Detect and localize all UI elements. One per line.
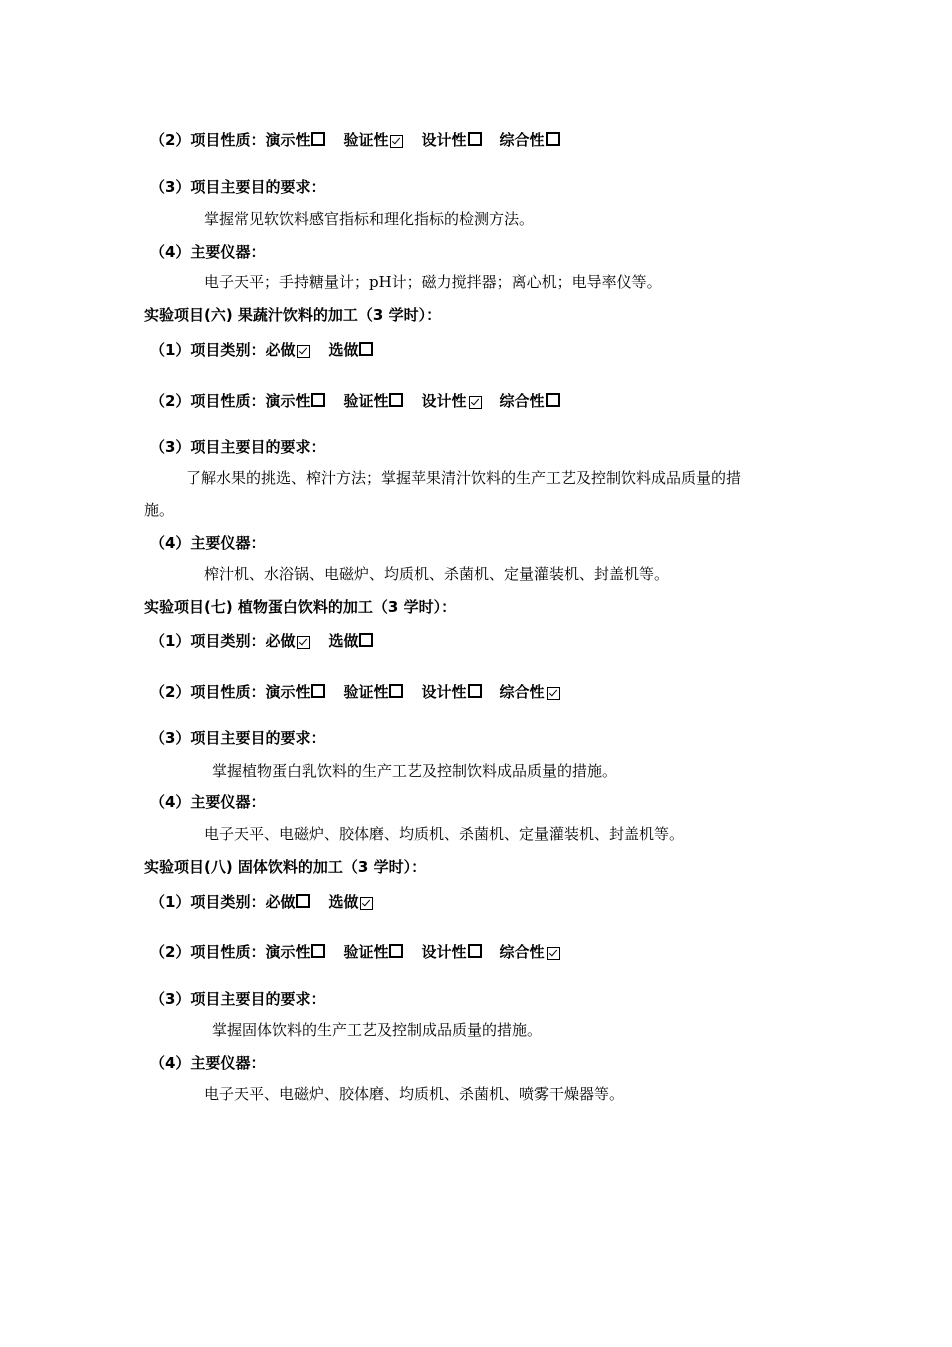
body-text: 电子天平、电磁炉、胶体磨、均质机、杀菌机、定量灌装机、封盖机等。: [204, 825, 685, 843]
option-label: （2）项目性质：: [150, 392, 266, 410]
checked-box-icon: [547, 687, 560, 700]
empty-box-icon: [468, 132, 482, 146]
option-text: 验证性: [343, 131, 389, 149]
checked-box-icon: [360, 897, 373, 910]
option-label: （2）项目性质：: [150, 131, 266, 149]
empty-box-icon: [296, 894, 310, 908]
section-heading: （4）主要仪器：: [150, 793, 266, 811]
empty-box-icon: [359, 633, 373, 647]
body-text: 掌握常见软饮料感官指标和理化指标的检测方法。: [204, 210, 535, 228]
option-line: [150, 942, 562, 962]
option-text: 设计性: [421, 392, 467, 410]
checked-box-icon: [547, 947, 560, 960]
option-text: 演示性: [265, 392, 311, 410]
option-text: 验证性: [343, 683, 389, 701]
section-heading: 实验项目(六) 果蔬汁饮料的加工（3 学时）：: [144, 306, 442, 324]
option-text: 综合性: [499, 683, 545, 701]
option-line: [150, 340, 375, 360]
option-text: 演示性: [265, 683, 311, 701]
checked-box-icon: [390, 135, 403, 148]
empty-box-icon: [389, 684, 403, 698]
option-text: 必做: [265, 893, 296, 911]
section-heading: （3）项目主要目的要求：: [150, 438, 326, 456]
body-text: 榨汁机、水浴锅、电磁炉、均质机、杀菌机、定量灌装机、封盖机等。: [204, 565, 670, 583]
option-text: 设计性: [421, 683, 467, 701]
section-heading: （3）项目主要目的要求：: [150, 990, 326, 1008]
option-text: 必做: [265, 341, 296, 359]
empty-box-icon: [389, 944, 403, 958]
option-label: （1）项目类别：: [150, 632, 266, 650]
option-text: 演示性: [265, 131, 311, 149]
option-text: 选做: [328, 632, 359, 650]
checked-box-icon: [297, 636, 310, 649]
section-heading: （3）项目主要目的要求：: [150, 729, 326, 747]
section-heading: （3）项目主要目的要求：: [150, 178, 326, 196]
section-heading: 实验项目(七) 植物蛋白饮料的加工（3 学时）：: [144, 598, 457, 616]
empty-box-icon: [468, 944, 482, 958]
option-line: [150, 391, 562, 411]
option-text: 验证性: [343, 392, 389, 410]
option-text: 设计性: [421, 131, 467, 149]
section-heading: （4）主要仪器：: [150, 1054, 266, 1072]
checked-box-icon: [297, 345, 310, 358]
body-text: 电子天平；手持糖量计；pH计；磁力搅拌器；离心机；电导率仪等。: [204, 273, 662, 291]
empty-box-icon: [389, 393, 403, 407]
empty-box-icon: [311, 393, 325, 407]
option-label: （2）项目性质：: [150, 943, 266, 961]
checked-box-icon: [469, 396, 482, 409]
section-heading: （4）主要仪器：: [150, 534, 266, 552]
empty-box-icon: [546, 393, 560, 407]
empty-box-icon: [359, 342, 373, 356]
option-text: 演示性: [265, 943, 311, 961]
empty-box-icon: [311, 944, 325, 958]
empty-box-icon: [468, 684, 482, 698]
option-text: 综合性: [499, 943, 545, 961]
body-text: 电子天平、电磁炉、胶体磨、均质机、杀菌机、喷雾干燥器等。: [204, 1085, 625, 1103]
option-text: 综合性: [499, 131, 545, 149]
body-text: 施。: [144, 501, 175, 519]
option-text: 选做: [328, 341, 359, 359]
option-line: [150, 631, 375, 651]
empty-box-icon: [311, 684, 325, 698]
empty-box-icon: [546, 132, 560, 146]
body-text: 掌握固体饮料的生产工艺及控制成品质量的措施。: [212, 1021, 543, 1039]
option-text: 验证性: [343, 943, 389, 961]
section-heading: 实验项目(八) 固体饮料的加工（3 学时）：: [144, 858, 427, 876]
option-line: [150, 130, 562, 150]
empty-box-icon: [311, 132, 325, 146]
option-label: （1）项目类别：: [150, 893, 266, 911]
option-text: 选做: [328, 893, 359, 911]
option-label: （1）项目类别：: [150, 341, 266, 359]
body-text: 掌握植物蛋白乳饮料的生产工艺及控制饮料成品质量的措施。: [212, 762, 618, 780]
option-line: [150, 682, 562, 702]
option-line: [150, 892, 375, 912]
option-text: 必做: [265, 632, 296, 650]
option-label: （2）项目性质：: [150, 683, 266, 701]
option-text: 综合性: [499, 392, 545, 410]
option-text: 设计性: [421, 943, 467, 961]
body-text: 了解水果的挑选、榨汁方法；掌握苹果清汁饮料的生产工艺及控制饮料成品质量的措: [186, 469, 742, 487]
section-heading: （4）主要仪器：: [150, 243, 266, 261]
